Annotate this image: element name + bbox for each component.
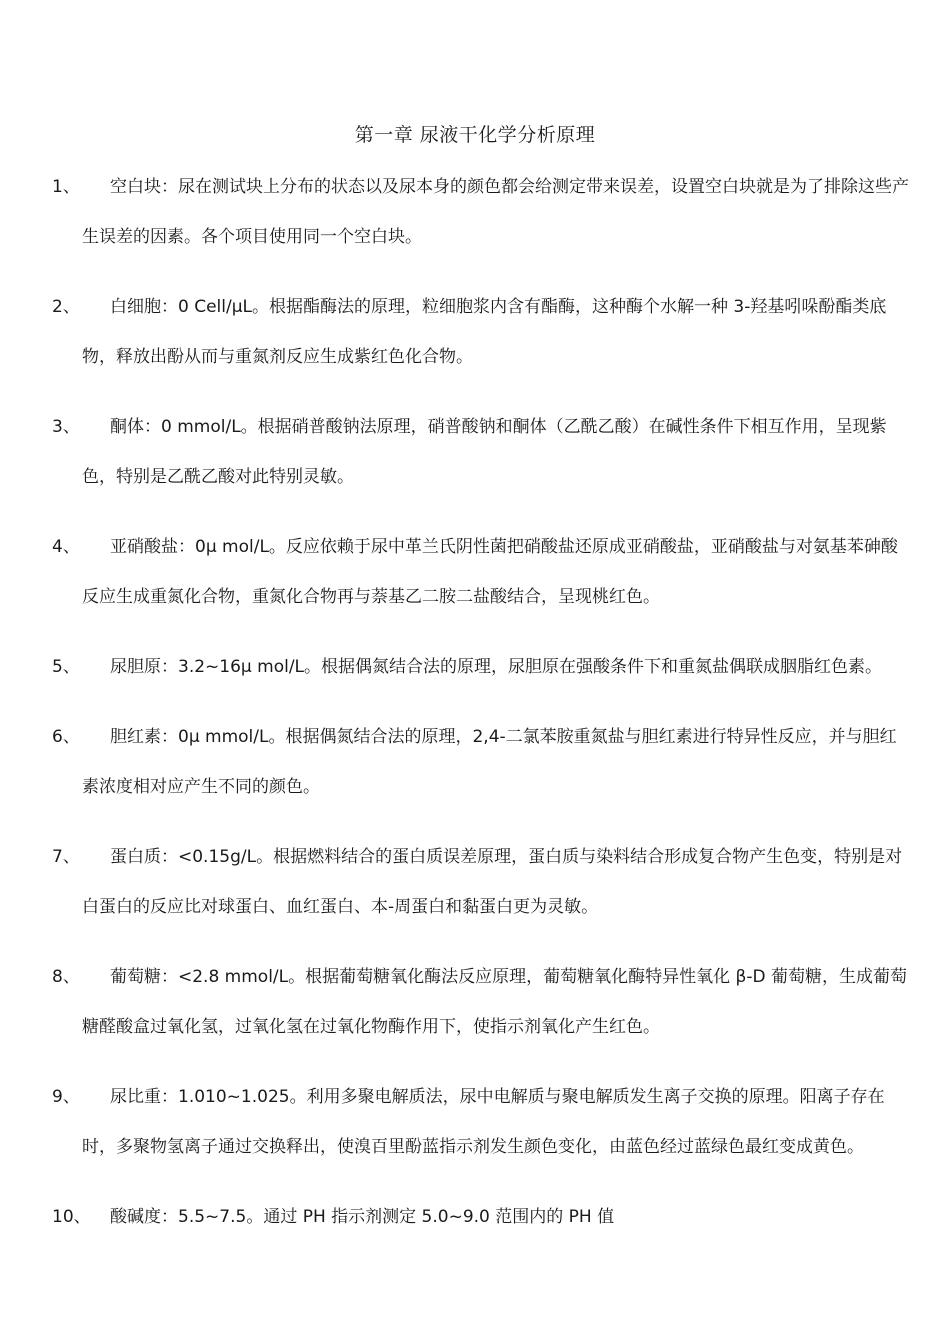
item-number: 3、 <box>52 417 80 437</box>
item-text: 酮体：0 mmol/L。根据硝普酸钠法原理，硝普酸钠和酮体（乙酰乙酸）在碱性条件下相互作用，呈现紫色，特别是乙酰乙酸对此特别灵敏。 <box>82 417 887 487</box>
item-number: 2、 <box>52 297 80 317</box>
list-item <box>52 282 912 382</box>
list-item <box>52 1192 912 1242</box>
item-number: 1、 <box>52 177 80 197</box>
principle-list <box>52 162 912 1262</box>
item-number: 6、 <box>52 727 80 747</box>
item-text: 空白块：尿在测试块上分布的状态以及尿本身的颜色都会给测定带来误差，设置空白块就是为了排除这些产生误差的因素。各个项目使用同一个空白块。 <box>82 177 909 247</box>
item-number: 10、 <box>52 1207 91 1227</box>
chapter-title: 第一章 尿液干化学分析原理 <box>354 124 596 146</box>
item-number: 9、 <box>52 1087 80 1107</box>
list-item <box>52 1072 912 1172</box>
item-text: 胆红素：0μ mmol/L。根据偶氮结合法的原理，2,4-二氯苯胺重氮盐与胆红素进行特异性反应，并与胆红素浓度相对应产生不同的颜色。 <box>82 727 897 797</box>
item-number: 4、 <box>52 537 80 557</box>
list-item <box>52 832 912 932</box>
item-number: 5、 <box>52 657 80 677</box>
list-item <box>52 642 912 692</box>
list-item <box>52 162 912 262</box>
item-number: 8、 <box>52 967 80 987</box>
item-text: 亚硝酸盐：0μ mol/L。反应依赖于尿中革兰氏阴性菌把硝酸盐还原成亚硝酸盐，亚硝酸盐与对氨基苯砷酸反应生成重氮化合物，重氮化合物再与萘基乙二胺二盐酸结合，呈现桃红色。 <box>82 537 898 607</box>
item-text: 酸碱度：5.5~7.5。通过 PH 指示剂测定 5.0~9.0 范围内的 PH 值 <box>110 1207 615 1227</box>
list-item <box>52 952 912 1052</box>
item-number: 7、 <box>52 847 80 867</box>
list-item <box>52 522 912 622</box>
item-text: 尿胆原：3.2~16μ mol/L。根据偶氮结合法的原理，尿胆原在强酸条件下和重氮盐偶联成胭脂红色素。 <box>110 657 883 677</box>
item-text: 蛋白质：<0.15g/L。根据燃料结合的蛋白质误差原理，蛋白质与染料结合形成复合物产生色变，特别是对白蛋白的反应比对球蛋白、血红蛋白、本-周蛋白和黏蛋白更为灵敏。 <box>82 847 903 917</box>
item-text: 白细胞：0 Cell/μL。根据酯酶法的原理，粒细胞浆内含有酯酶，这种酶个水解一种 3-羟基吲哚酚酯类底物，释放出酚从而与重氮剂反应生成紫红色化合物。 <box>82 297 887 367</box>
list-item <box>52 712 912 812</box>
list-item <box>52 402 912 502</box>
item-text: 葡萄糖：<2.8 mmol/L。根据葡萄糖氧化酶法反应原理，葡萄糖氧化酶特异性氧化 β-D 葡萄糖，生成葡萄糖醛酸盒过氧化氢，过氧化氢在过氧化物酶作用下，使指示剂氧化产生红色。 <box>82 967 908 1037</box>
item-text: 尿比重：1.010~1.025。利用多聚电解质法，尿中电解质与聚电解质发生离子交换的原理。阳离子存在时，多聚物氢离子通过交换释出，使溴百里酚蓝指示剂发生颜色变化，由蓝色经过蓝绿色最红变成黄色。 <box>82 1087 885 1157</box>
